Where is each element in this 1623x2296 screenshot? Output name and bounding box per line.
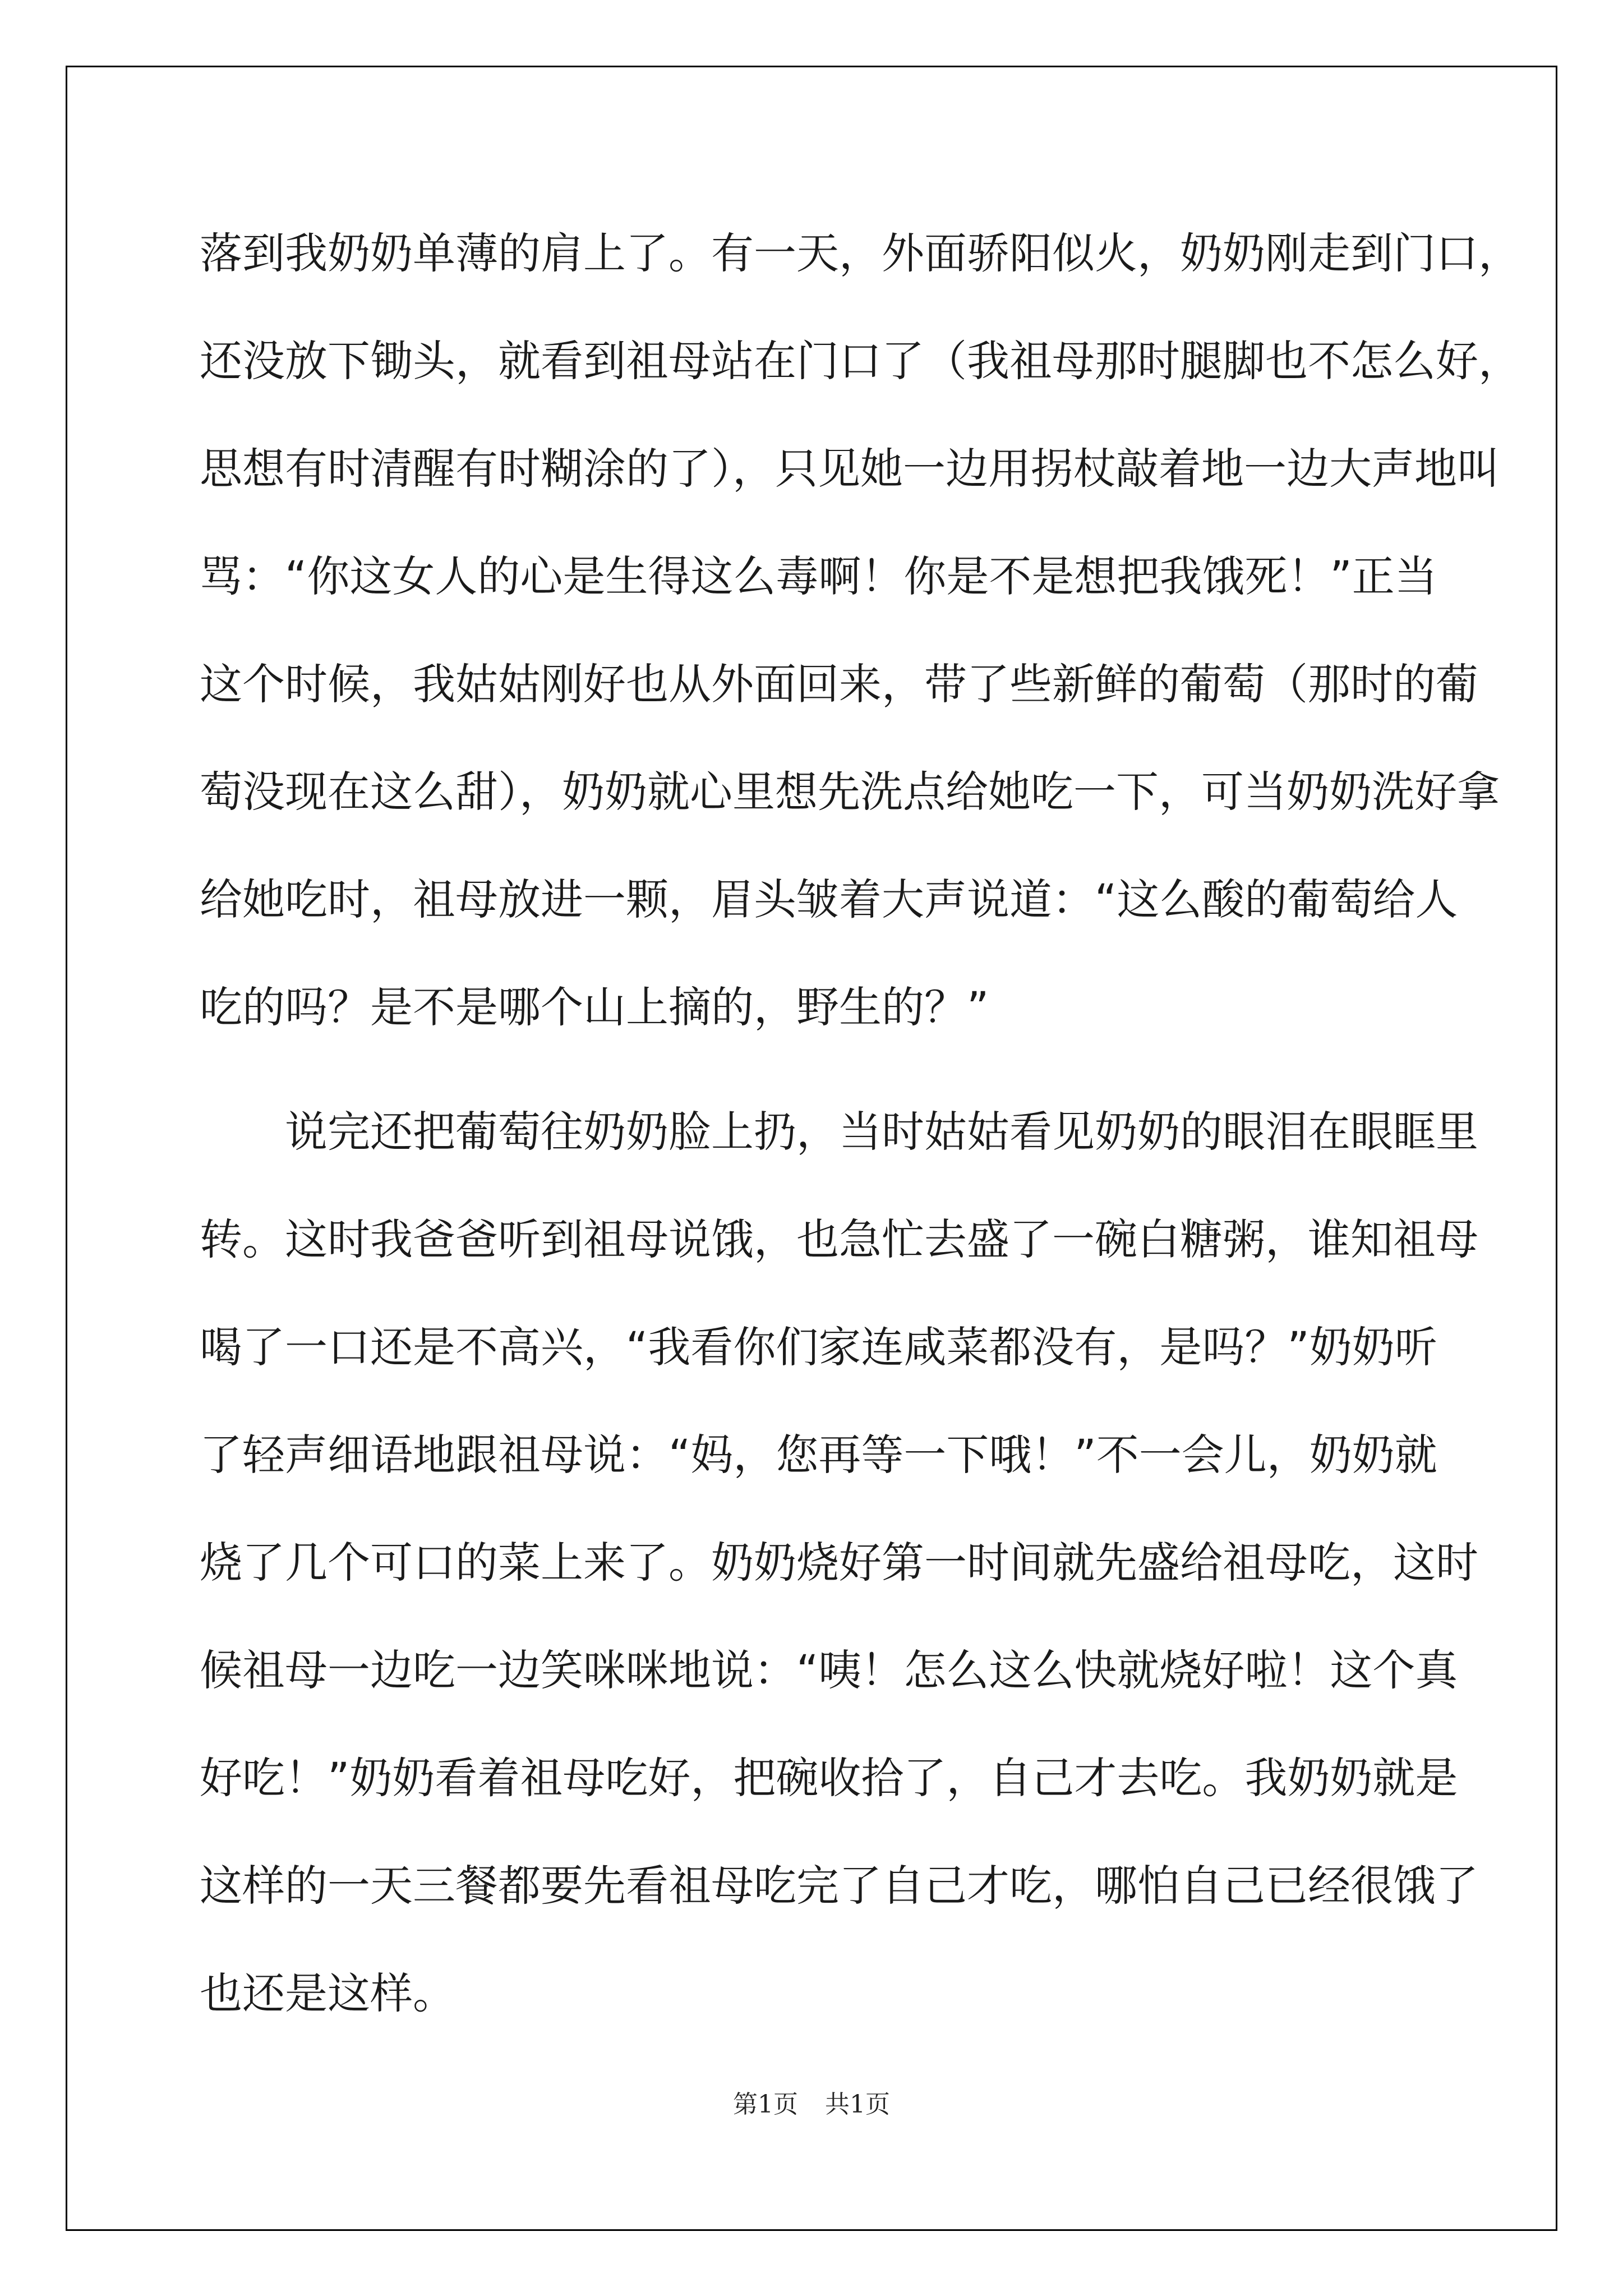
paragraph-2-line-1: 说完还把葡萄往奶奶脸上扔，当时姑姑看见奶奶的眼泪在眼眶里	[285, 1107, 1478, 1157]
total-pages: 共1页	[825, 2090, 890, 2119]
paragraph-2-line-4: 了轻声细语地跟祖母说：“妈，您再等一下哦！”不一会儿，奶奶就	[200, 1430, 1437, 1480]
page-number: 第1页	[733, 2090, 798, 2119]
paragraph-1-line-3: 思想有时清醒有时糊涂的了），只见她一边用拐杖敲着地一边大声地叫	[200, 444, 1500, 494]
paragraph-2-line-8: 这样的一天三餐都要先看祖母吃完了自己才吃，哪怕自己已经很饿了	[200, 1861, 1478, 1911]
paragraph-2-line-6: 候祖母一边吃一边笑咪咪地说：“咦！怎么这么快就烧好啦！这个真	[200, 1645, 1458, 1695]
paragraph-2-line-3: 喝了一口还是不高兴，“我看你们家连咸菜都没有，是吗？”奶奶听	[200, 1322, 1437, 1372]
paragraph-1-line-4: 骂：“你这女人的心是生得这么毒啊！你是不是想把我饿死！”正当	[200, 551, 1437, 601]
paragraph-1-line-2: 还没放下锄头，就看到祖母站在门口了（我祖母那时腿脚也不怎么好，	[200, 336, 1521, 386]
paragraph-1-line-5: 这个时候，我姑姑刚好也从外面回来，带了些新鲜的葡萄（那时的葡	[200, 659, 1478, 709]
paragraph-2-line-5: 烧了几个可口的菜上来了。奶奶烧好第一时间就先盛给祖母吃，这时	[200, 1538, 1478, 1588]
paragraph-2-line-2: 转。这时我爸爸听到祖母说饿，也急忙去盛了一碗白糖粥，谁知祖母	[200, 1214, 1478, 1264]
paragraph-1-line-6: 萄没现在这么甜），奶奶就心里想先洗点给她吃一下，可当奶奶洗好拿	[200, 767, 1500, 817]
paragraph-1-line-8: 吃的吗？是不是哪个山上摘的，野生的？”	[200, 982, 989, 1032]
paragraph-1-line-1: 落到我奶奶单薄的肩上了。有一天，外面骄阳似火，奶奶刚走到门口，	[200, 228, 1521, 278]
paragraph-gap	[200, 1061, 1433, 1078]
paragraph-2-line-9: 也还是这样。	[200, 1968, 455, 2018]
paragraph-1-line-7: 给她吃时，祖母放进一颗，眉头皱着大声说道：“这么酸的葡萄给人	[200, 875, 1458, 924]
document-body	[200, 200, 1521, 2047]
paragraph-2-line-7: 好吃！”奶奶看着祖母吃好，把碗收拾了，自己才去吃。我奶奶就是	[200, 1753, 1458, 1803]
page-footer	[0, 2084, 1623, 2120]
